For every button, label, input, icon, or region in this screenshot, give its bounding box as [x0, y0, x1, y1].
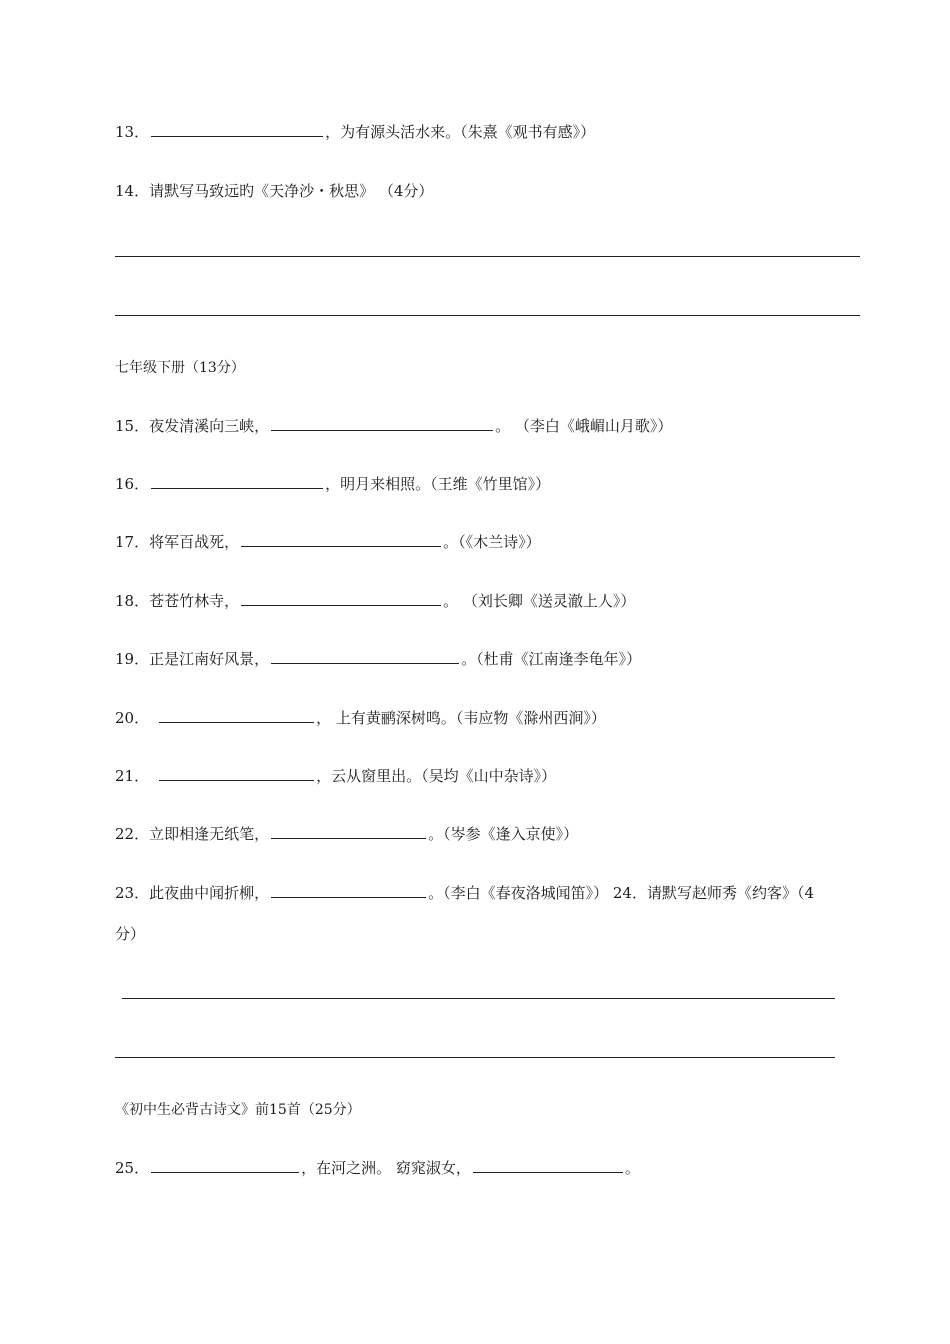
answer-blank[interactable]	[151, 474, 323, 489]
answer-line[interactable]	[115, 315, 860, 316]
answer-blank[interactable]	[271, 883, 426, 898]
answer-blank[interactable]	[473, 1158, 623, 1173]
question-24-wrap: 分）	[115, 925, 146, 943]
question-18: 18．苍苍竹林寺， 。 （刘长卿《送灵澈上人》）	[115, 592, 636, 610]
answer-blank[interactable]	[271, 416, 493, 431]
question-16: 16． ，明月来相照。（王维《竹里馆》）	[115, 475, 551, 493]
answer-line[interactable]	[115, 256, 860, 257]
question-15: 15．夜发清溪向三峡， 。 （李白《峨嵋山月歌》）	[115, 417, 673, 435]
question-21: 21． ，云从窗里出。（吴均《山中杂诗》）	[115, 767, 557, 785]
answer-blank[interactable]	[151, 122, 323, 137]
answer-blank[interactable]	[159, 708, 314, 723]
question-23: 23．此夜曲中闻折柳， 。（李白《春夜洛城闻笛》） 24．请默写赵师秀《约客》（4	[115, 884, 814, 902]
answer-blank[interactable]	[271, 649, 459, 664]
answer-line[interactable]	[122, 998, 835, 999]
answer-blank[interactable]	[271, 824, 426, 839]
answer-blank[interactable]	[241, 591, 441, 606]
section-title: 《初中生必背古诗文》前15首（25分）	[115, 1102, 361, 1118]
question-19: 19．正是江南好风景， 。（杜甫《江南逢李龟年》）	[115, 650, 642, 668]
answer-blank[interactable]	[241, 532, 441, 547]
section-title: 七年级下册（13分）	[115, 360, 245, 376]
question-22: 22．立即相逢无纸笔， 。（岑参《逢入京使》）	[115, 825, 579, 843]
answer-line[interactable]	[115, 1057, 835, 1058]
question-17: 17．将军百战死， 。（《木兰诗》）	[115, 533, 541, 551]
question-20: 20． ， 上有黄鹂深树鸣。（韦应物《滁州西涧》）	[115, 709, 606, 727]
answer-blank[interactable]	[159, 766, 314, 781]
question-25: 25． ，在河之洲。 窈窕淑女， 。	[115, 1159, 640, 1177]
question-13: 13． ，为有源头活水来。（朱熹《观书有感》）	[115, 123, 596, 141]
question-14: 14．请默写马致远旳《天净沙・秋思》 （4分）	[115, 182, 434, 200]
answer-blank[interactable]	[151, 1158, 299, 1173]
